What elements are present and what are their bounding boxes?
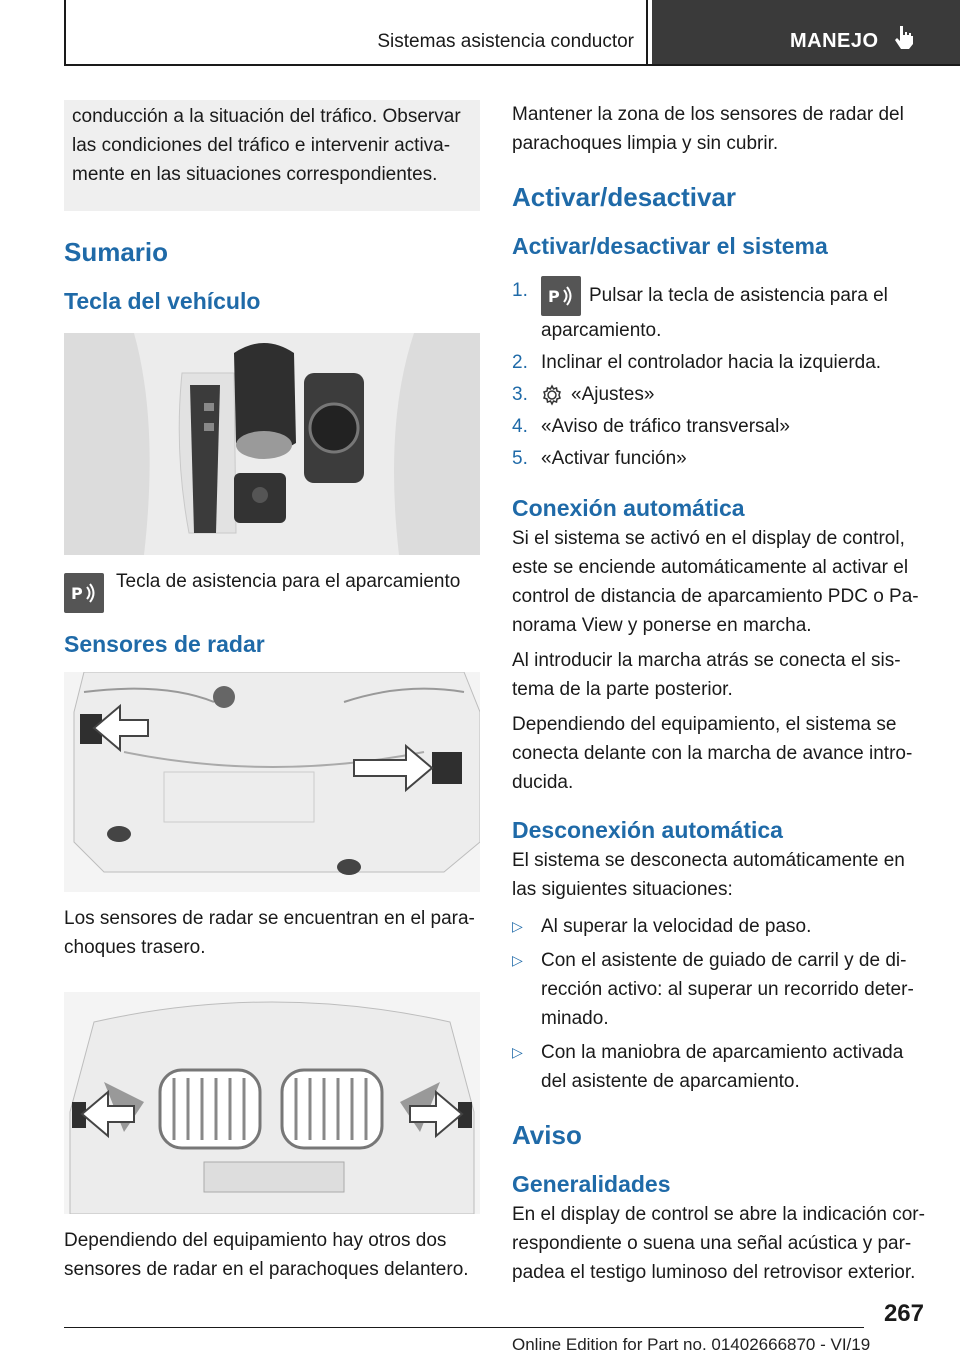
heading-tecla-vehiculo: Tecla del vehículo bbox=[64, 288, 261, 314]
section-header bbox=[64, 0, 648, 64]
list-item bbox=[512, 946, 932, 1033]
front-sensors-text: Dependiendo del equipamiento hay otros dos sensores de radar en el parachoques delantero. bbox=[64, 1230, 469, 1280]
list-item-text: Con el asistente de guiado de carril y de di-rección activo: al superar un recorrido deter-minado. bbox=[541, 950, 914, 1029]
heading-sensores-radar: Sensores de radar bbox=[64, 631, 265, 657]
step-text: Inclinar el controlador hacia la izquierda. bbox=[541, 352, 882, 373]
step-text: Pulsar la tecla de asistencia para el aparcamiento. bbox=[541, 285, 888, 341]
step-number: 2. bbox=[512, 352, 528, 373]
heading-conexion: Conexión automática bbox=[512, 495, 745, 521]
header-rule bbox=[64, 64, 960, 66]
rear-bumper-illustration bbox=[64, 672, 480, 892]
parking-assist-button-icon bbox=[541, 276, 581, 316]
activation-steps bbox=[512, 276, 932, 473]
heading-sumario: Sumario bbox=[64, 237, 169, 267]
section-title: Sistemas asistencia conductor bbox=[377, 31, 634, 52]
heading-generalidades: Generalidades bbox=[512, 1171, 671, 1197]
triangle-bullet-icon: ▷ bbox=[512, 1044, 523, 1060]
step-number: 4. bbox=[512, 416, 528, 437]
step-1 bbox=[512, 276, 932, 345]
heading-activar-sistema: Activar/desactivar el sistema bbox=[512, 233, 828, 259]
note-box bbox=[64, 100, 480, 211]
heading-aviso: Aviso bbox=[512, 1120, 582, 1150]
conexion-paragraph-1: Si el sistema se activó en el display de control, este se enciende automáticamente al activar el control de distancia de aparcamiento PDC o Pa-norama View y ponerse en marcha. bbox=[512, 528, 919, 636]
step-5 bbox=[512, 444, 932, 473]
button-caption-row bbox=[64, 571, 480, 617]
chapter-title: MANEJO bbox=[790, 30, 879, 52]
step-3 bbox=[512, 380, 932, 409]
hand-pointer-icon bbox=[892, 24, 916, 50]
conexion-paragraph-2: Al introducir la marcha atrás se conecta el sis-tema de la parte posterior. bbox=[512, 650, 901, 700]
heading-activar-desactivar: Activar/desactivar bbox=[512, 182, 737, 212]
left-column bbox=[64, 100, 480, 1284]
heading-desconexion: Desconexión automática bbox=[512, 817, 783, 843]
right-column bbox=[512, 100, 932, 1287]
svg-text:P: P bbox=[548, 287, 560, 306]
step-text: «Aviso de tráfico transversal» bbox=[541, 416, 790, 437]
settings-gear-icon bbox=[541, 384, 563, 406]
desconexion-paragraph: El sistema se desconecta automáticamente en las siguientes situaciones: bbox=[512, 850, 905, 900]
list-item-text: Con la maniobra de aparcamiento activada del asistente de aparcamiento. bbox=[541, 1042, 904, 1092]
list-item bbox=[512, 912, 932, 941]
step-4 bbox=[512, 412, 932, 441]
generalidades-paragraph: En el display de control se abre la indicación cor-respondiente o suena una señal acústica y par-padea el testigo luminoso del retrovisor exterior. bbox=[512, 1204, 925, 1283]
page-number: 267 bbox=[883, 1300, 924, 1327]
parking-assist-button-icon bbox=[64, 573, 104, 613]
triangle-bullet-icon: ▷ bbox=[512, 952, 523, 968]
step-number: 1. bbox=[512, 280, 528, 301]
triangle-bullet-icon: ▷ bbox=[512, 918, 523, 934]
desconexion-list bbox=[512, 912, 932, 1096]
chapter-tab bbox=[652, 0, 960, 64]
step-number: 3. bbox=[512, 384, 528, 405]
step-2 bbox=[512, 348, 932, 377]
edition-footer: Online Edition for Part no. 01402666870 - VI/19 bbox=[512, 1335, 871, 1354]
svg-text:P: P bbox=[71, 584, 83, 603]
step-number: 5. bbox=[512, 448, 528, 469]
step-text: «Ajustes» bbox=[571, 384, 655, 405]
button-caption: Tecla de asistencia para el aparcamiento bbox=[116, 571, 461, 592]
footer-rule bbox=[64, 1327, 864, 1328]
vehicle-button-photo bbox=[64, 333, 480, 555]
note-text: conducción a la situación del tráfico. Observar las condiciones del tráfico e intervenir activa-mente en las situaciones correspondientes. bbox=[72, 106, 461, 185]
center-console-illustration bbox=[64, 333, 480, 555]
intro-text: Mantener la zona de los sensores de radar del parachoques limpia y sin cubrir. bbox=[512, 104, 904, 154]
rear-sensors-text: Los sensores de radar se encuentran en el para-choques trasero. bbox=[64, 908, 475, 958]
list-item-text: Al superar la velocidad de paso. bbox=[541, 916, 812, 937]
step-text: «Activar función» bbox=[541, 448, 687, 469]
rear-bumper-photo bbox=[64, 672, 480, 892]
front-bumper-photo bbox=[64, 992, 480, 1214]
conexion-paragraph-3: Dependiendo del equipamiento, el sistema se conecta delante con la marcha de avance intro-ducida. bbox=[512, 714, 913, 793]
list-item bbox=[512, 1038, 932, 1096]
front-bumper-illustration bbox=[64, 992, 480, 1214]
